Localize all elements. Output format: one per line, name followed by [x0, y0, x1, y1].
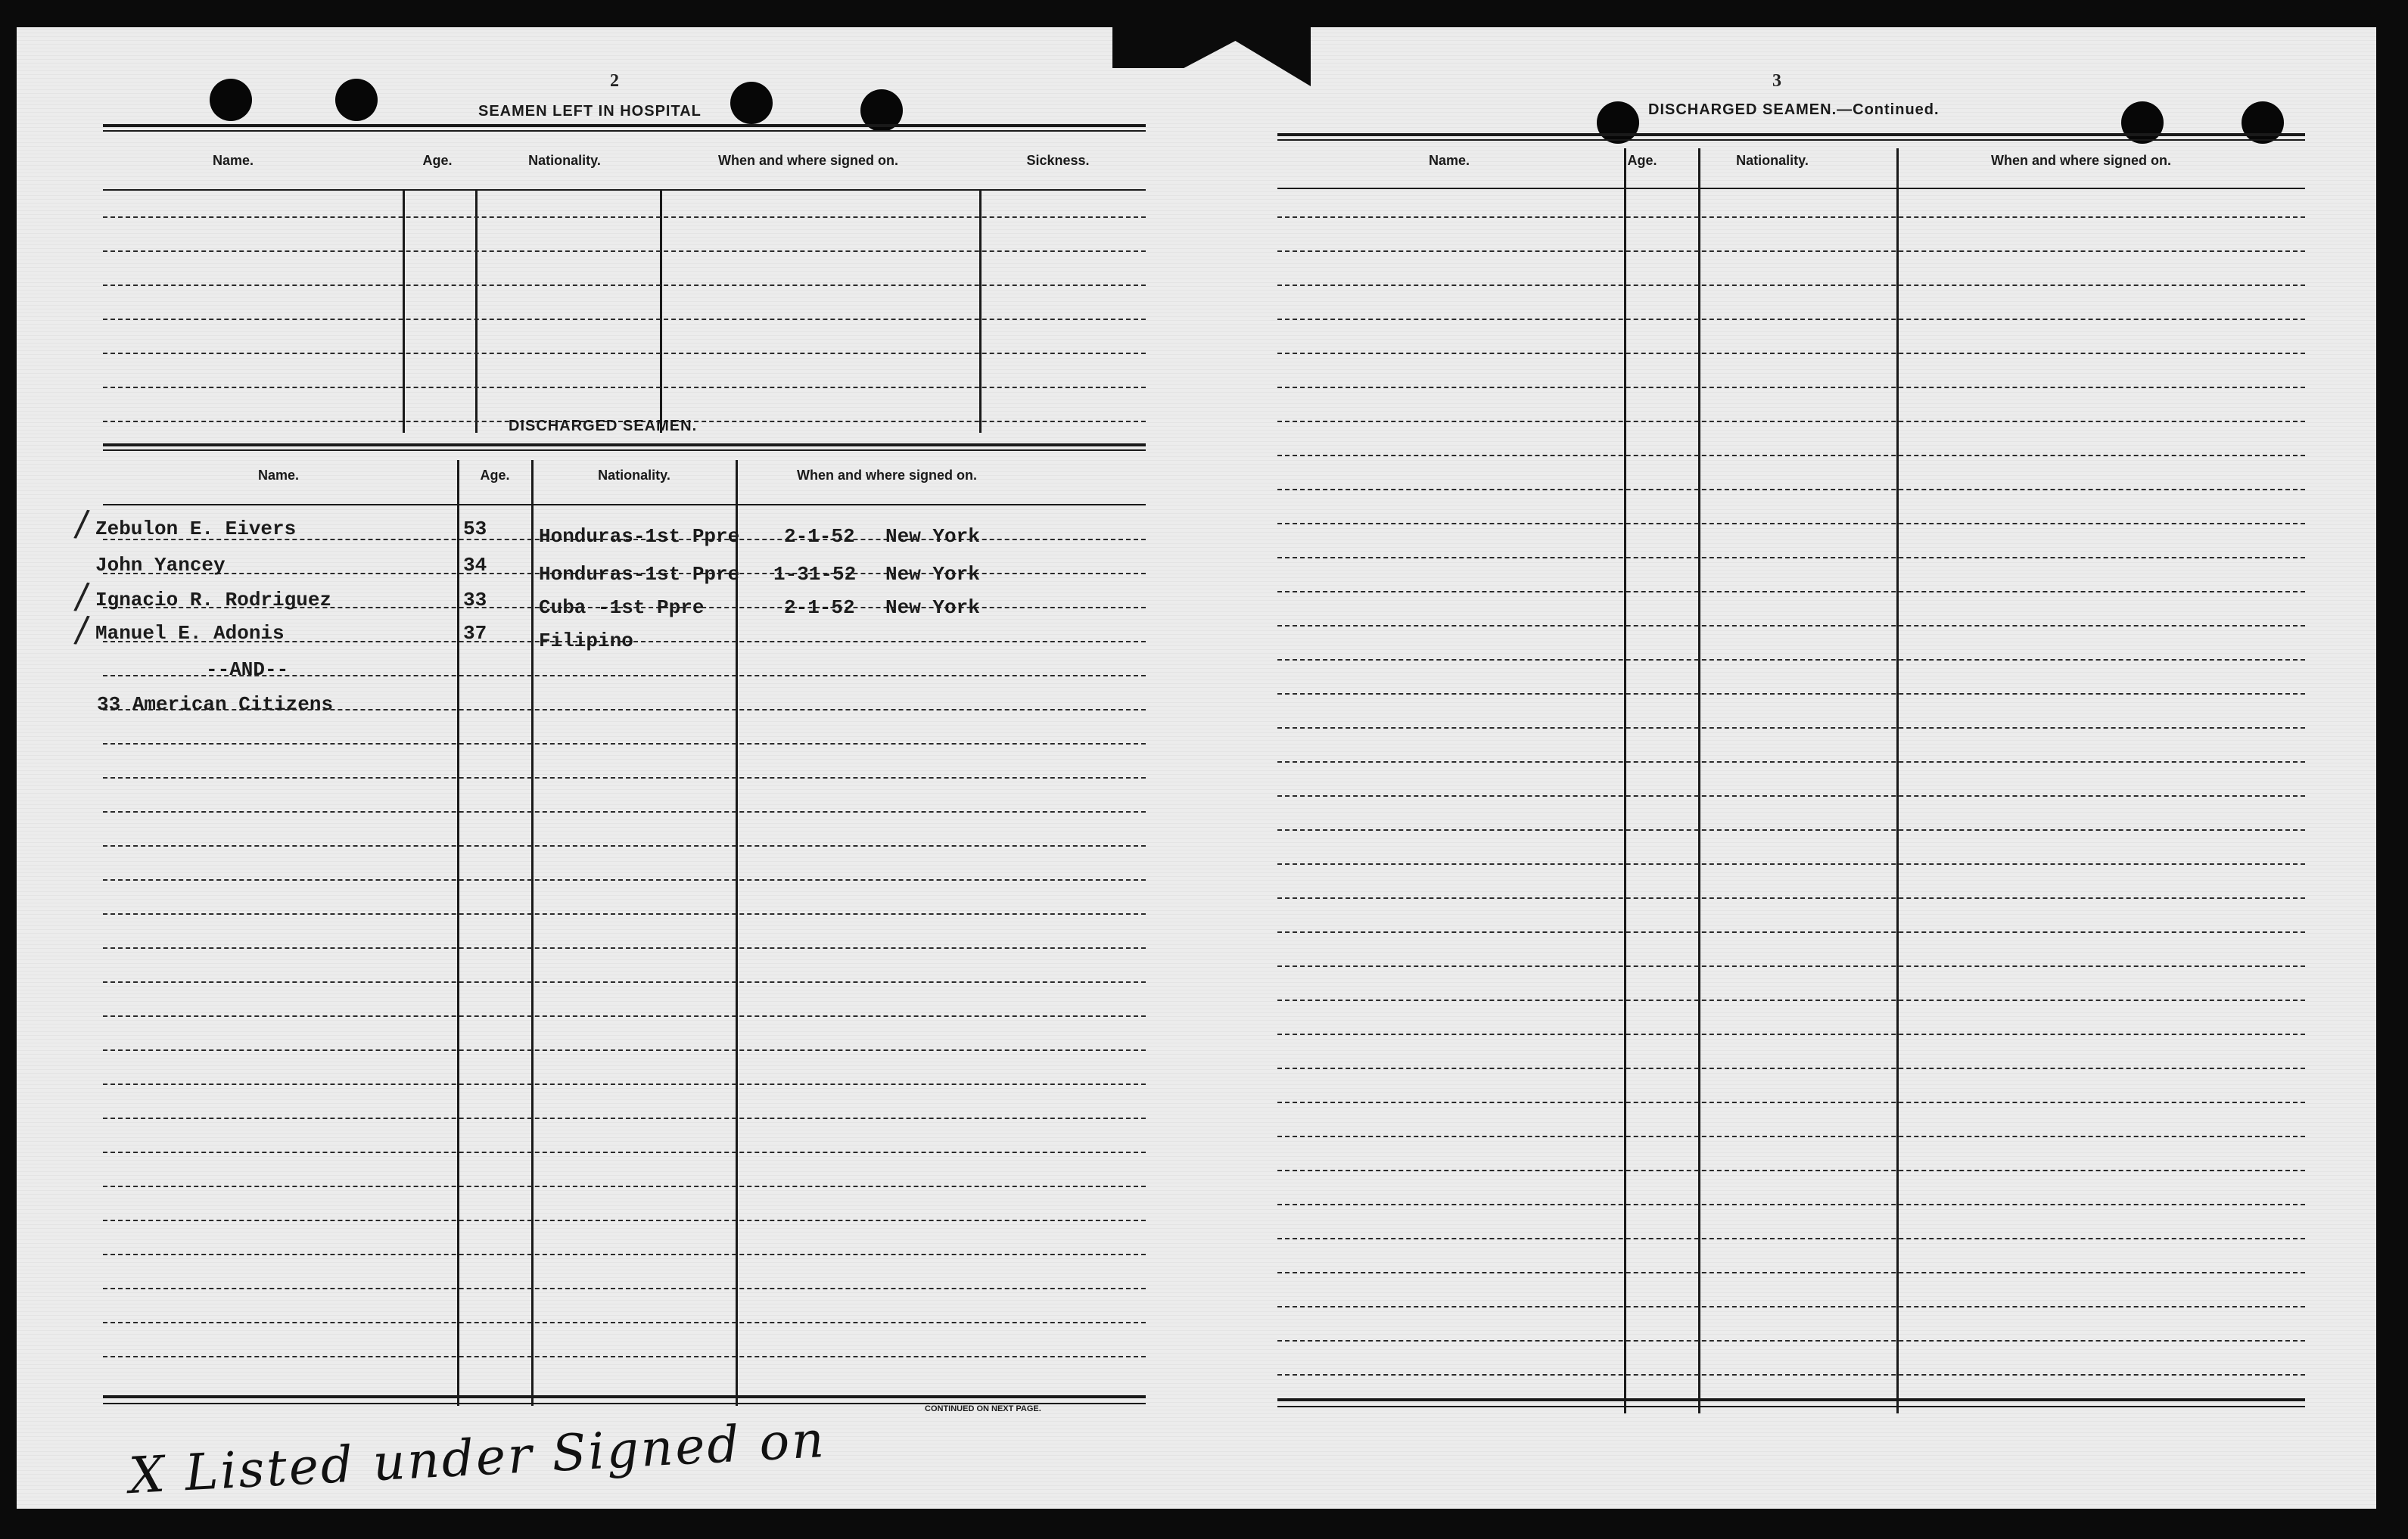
rule — [103, 130, 1146, 132]
rule — [1277, 139, 2305, 141]
signed-on-place: New York — [885, 563, 980, 586]
ruled-line — [1277, 1000, 2305, 1001]
ruled-line — [103, 777, 1146, 779]
ruled-line — [1277, 625, 2305, 626]
continued-col-when-where: When and where signed on. — [1990, 153, 2172, 168]
continued-col-name: Name. — [1428, 153, 1470, 168]
discharged-col-nationality: Nationality. — [598, 468, 670, 483]
seaman-nationality: Honduras-1st Ppre — [539, 563, 740, 586]
ruled-line — [103, 1220, 1146, 1221]
signed-on-date: 2-1-52 — [784, 525, 855, 548]
rule — [103, 1395, 1146, 1398]
rule — [1277, 188, 2305, 189]
signed-on-place: New York — [885, 525, 980, 548]
check-mark: / — [73, 608, 91, 651]
ruled-line — [1277, 1374, 2305, 1376]
ruled-line — [1277, 1034, 2305, 1035]
ruled-line — [1277, 795, 2305, 797]
ruled-line — [103, 353, 1146, 354]
ruled-line — [1277, 1272, 2305, 1273]
ruled-line — [1277, 863, 2305, 865]
column-divider — [979, 189, 982, 433]
ruled-line — [103, 1288, 1146, 1289]
column-divider — [736, 460, 738, 1406]
rule — [1277, 133, 2305, 136]
seaman-name: Zebulon E. Eivers — [95, 518, 297, 540]
ruled-line — [1277, 965, 2305, 967]
ruled-line — [1277, 829, 2305, 831]
hospital-section-title: SEAMEN LEFT IN HOSPITAL — [478, 103, 702, 120]
rule — [1277, 1406, 2305, 1407]
signed-on-place: New York — [885, 596, 980, 619]
check-mark: / — [73, 574, 91, 618]
ruled-line — [1277, 727, 2305, 729]
check-mark: / — [73, 502, 91, 546]
hospital-col-when-where: When and where signed on. — [717, 153, 899, 168]
seaman-nationality: Filipino — [539, 630, 633, 652]
ruled-line — [103, 1186, 1146, 1187]
ruled-line — [103, 1049, 1146, 1051]
column-divider — [457, 460, 459, 1406]
ruled-line — [103, 743, 1146, 745]
signed-on-date: 2-1-52 — [784, 596, 855, 619]
ruled-line — [1277, 489, 2305, 490]
ruled-line — [1277, 387, 2305, 388]
rule — [103, 449, 1146, 451]
ruled-line — [1277, 1306, 2305, 1307]
rule — [1277, 1398, 2305, 1401]
punch-hole — [210, 79, 252, 121]
hospital-col-sickness: Sickness. — [1026, 153, 1090, 168]
ruled-line — [103, 811, 1146, 813]
ruled-line — [1277, 353, 2305, 354]
ruled-line — [103, 1322, 1146, 1323]
punch-hole — [2242, 101, 2284, 144]
ruled-line — [1277, 523, 2305, 524]
ruled-line — [1277, 591, 2305, 592]
ruled-line — [1277, 693, 2305, 695]
punch-hole — [335, 79, 378, 121]
column-divider — [1896, 148, 1899, 1413]
hospital-col-age: Age. — [422, 153, 453, 168]
continued-col-nationality: Nationality. — [1736, 153, 1809, 168]
column-divider — [531, 460, 534, 1406]
ruled-line — [103, 879, 1146, 881]
punch-hole — [730, 82, 773, 124]
rule — [103, 189, 1146, 191]
ruled-line — [103, 981, 1146, 983]
ruled-line — [1277, 319, 2305, 320]
seaman-age: 53 — [463, 518, 487, 540]
ruled-line — [103, 1084, 1146, 1085]
punch-hole — [1597, 101, 1639, 144]
seaman-nationality: Cuba -1st Ppre — [539, 596, 705, 619]
column-divider — [475, 189, 478, 433]
ruled-line — [103, 947, 1146, 949]
page-gap-notch — [1112, 26, 1311, 86]
ruled-line — [103, 216, 1146, 218]
ruled-line — [103, 1254, 1146, 1255]
ruled-line — [103, 1152, 1146, 1153]
ruled-line — [103, 1015, 1146, 1017]
ruled-line — [1277, 1340, 2305, 1342]
and-separator: --AND-- — [206, 658, 289, 681]
column-divider — [1624, 148, 1626, 1413]
ruled-line — [103, 319, 1146, 320]
ruled-line — [1277, 1068, 2305, 1069]
ruled-line — [1277, 421, 2305, 422]
ruled-line — [1277, 1170, 2305, 1171]
page-number: 2 — [610, 71, 619, 91]
seaman-nationality: Honduras-1st Ppre — [539, 525, 740, 548]
document-sheet — [17, 27, 2376, 1509]
american-citizens-line: 33 American Citizens — [97, 693, 334, 716]
hospital-col-nationality: Nationality. — [528, 153, 601, 168]
rule — [103, 504, 1146, 505]
column-divider — [403, 189, 405, 433]
ruled-line — [1277, 1102, 2305, 1103]
ruled-line — [103, 1118, 1146, 1119]
rule — [103, 443, 1146, 446]
seaman-age: 37 — [463, 622, 487, 645]
ruled-line — [103, 845, 1146, 847]
ruled-line — [1277, 1204, 2305, 1205]
discharged-col-age: Age. — [480, 468, 510, 483]
ruled-line — [1277, 1238, 2305, 1239]
ruled-line — [1277, 216, 2305, 218]
discharged-col-when-where: When and where signed on. — [796, 468, 978, 483]
ruled-line — [1277, 557, 2305, 558]
signed-on-date: 1-31-52 — [773, 563, 857, 586]
discharged-col-name: Name. — [257, 468, 300, 483]
column-divider — [660, 189, 662, 433]
seaman-name: John Yancey — [95, 554, 226, 577]
ruled-line — [103, 250, 1146, 252]
ruled-line — [103, 284, 1146, 286]
seaman-age: 33 — [463, 589, 487, 611]
continued-col-age: Age. — [1627, 153, 1657, 168]
ruled-line — [103, 1356, 1146, 1357]
punch-hole — [2121, 101, 2164, 144]
ruled-line — [1277, 250, 2305, 252]
ruled-line — [103, 387, 1146, 388]
ruled-line — [1277, 931, 2305, 933]
seaman-age: 34 — [463, 554, 487, 577]
ruled-line — [1277, 897, 2305, 899]
seaman-name: Ignacio R. Rodriguez — [95, 589, 332, 611]
discharged-section-title: DISCHARGED SEAMEN. — [509, 418, 698, 434]
page-number: 3 — [1772, 71, 1781, 91]
column-divider — [1698, 148, 1700, 1413]
seaman-name: Manuel E. Adonis — [95, 622, 285, 645]
ruled-line — [1277, 284, 2305, 286]
hospital-col-name: Name. — [212, 153, 254, 168]
continued-note: CONTINUED ON NEXT PAGE. — [925, 1404, 1041, 1413]
ruled-line — [1277, 455, 2305, 456]
ruled-line — [1277, 1136, 2305, 1137]
ruled-line — [1277, 761, 2305, 763]
rule — [103, 124, 1146, 127]
ruled-line — [1277, 659, 2305, 661]
ruled-line — [103, 913, 1146, 915]
handwritten-note: X Listed under Signed on — [127, 1410, 828, 1506]
continued-section-title: DISCHARGED SEAMEN.—Continued. — [1648, 101, 1940, 118]
